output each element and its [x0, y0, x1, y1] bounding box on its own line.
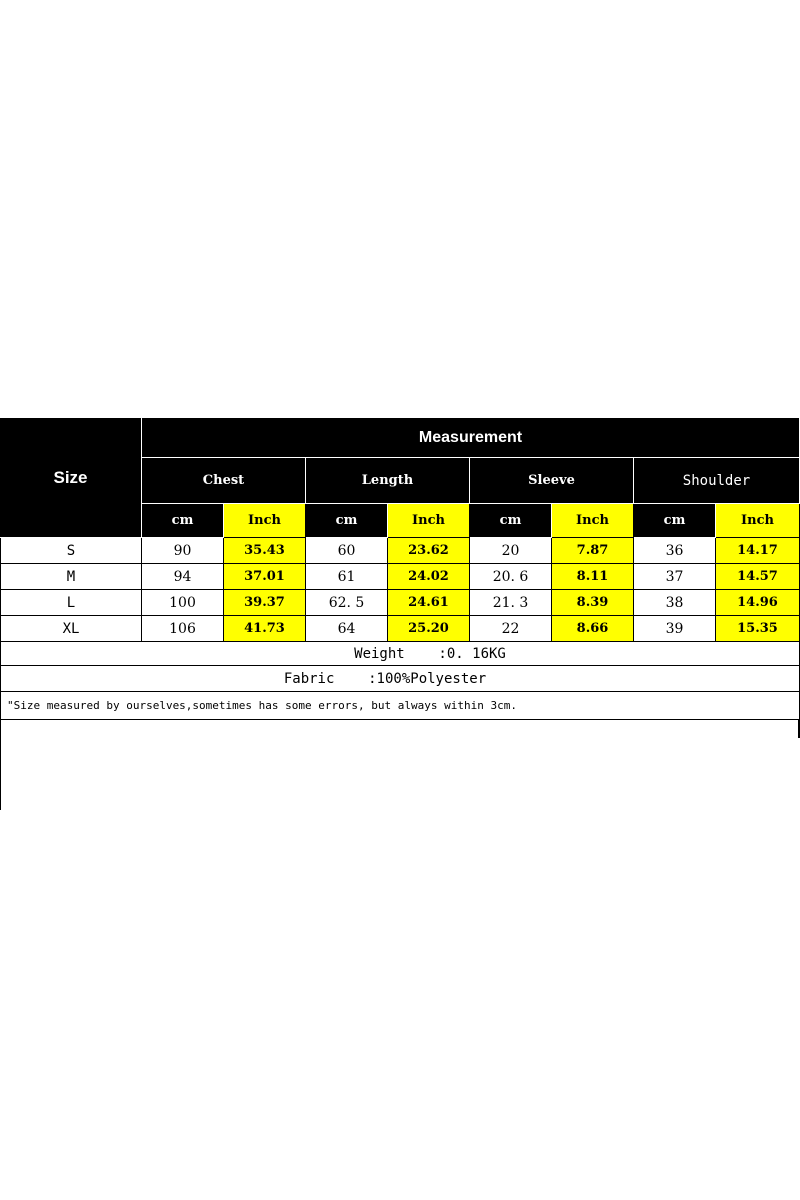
table-cell: 14.96 [716, 590, 800, 616]
unit-cm: cm [634, 504, 716, 538]
table-cell: 100 [142, 590, 224, 616]
table-cell: 38 [634, 590, 716, 616]
table-cell: 60 [306, 538, 388, 564]
fabric-row: Fabric :100%Polyester [0, 666, 800, 692]
column-chest: Chest [142, 458, 306, 504]
table-cell: 37 [634, 564, 716, 590]
table-cell: 23.62 [388, 538, 470, 564]
unit-cm: cm [142, 504, 224, 538]
table-cell: 37.01 [224, 564, 306, 590]
size-note: "Size measured by ourselves,sometimes has some errors, but always within 3cm. [0, 692, 800, 720]
table-cell: 24.02 [388, 564, 470, 590]
table-cell: 25.20 [388, 616, 470, 642]
measurement-header: Measurement [142, 418, 800, 458]
table-cell: 39.37 [224, 590, 306, 616]
table-cell: 36 [634, 538, 716, 564]
table-cell: 21. 3 [470, 590, 552, 616]
size-header: Size [0, 418, 142, 538]
size-cell: M [0, 564, 142, 590]
table-cell: 94 [142, 564, 224, 590]
table-cell: 8.39 [552, 590, 634, 616]
table-cell: 39 [634, 616, 716, 642]
table-cell: 15.35 [716, 616, 800, 642]
column-sleeve: Sleeve [470, 458, 634, 504]
border-line [0, 720, 1, 810]
table-cell: 61 [306, 564, 388, 590]
unit-inch: Inch [224, 504, 306, 538]
size-cell: XL [0, 616, 142, 642]
unit-inch: Inch [552, 504, 634, 538]
column-length: Length [306, 458, 470, 504]
column-shoulder: Shoulder [634, 458, 800, 504]
size-cell: S [0, 538, 142, 564]
table-cell: 8.66 [552, 616, 634, 642]
unit-inch: Inch [388, 504, 470, 538]
weight-row: Weight :0. 16KG [0, 642, 800, 666]
table-cell: 41.73 [224, 616, 306, 642]
table-cell: 14.57 [716, 564, 800, 590]
table-cell: 22 [470, 616, 552, 642]
table-cell: 64 [306, 616, 388, 642]
table-cell: 14.17 [716, 538, 800, 564]
table-cell: 8.11 [552, 564, 634, 590]
unit-cm: cm [306, 504, 388, 538]
unit-inch: Inch [716, 504, 800, 538]
table-cell: 20. 6 [470, 564, 552, 590]
table-cell: 24.61 [388, 590, 470, 616]
table-cell: 90 [142, 538, 224, 564]
table-cell: 62. 5 [306, 590, 388, 616]
size-cell: L [0, 590, 142, 616]
table-cell: 7.87 [552, 538, 634, 564]
table-cell: 20 [470, 538, 552, 564]
table-cell: 106 [142, 616, 224, 642]
table-cell: 35.43 [224, 538, 306, 564]
unit-cm: cm [470, 504, 552, 538]
